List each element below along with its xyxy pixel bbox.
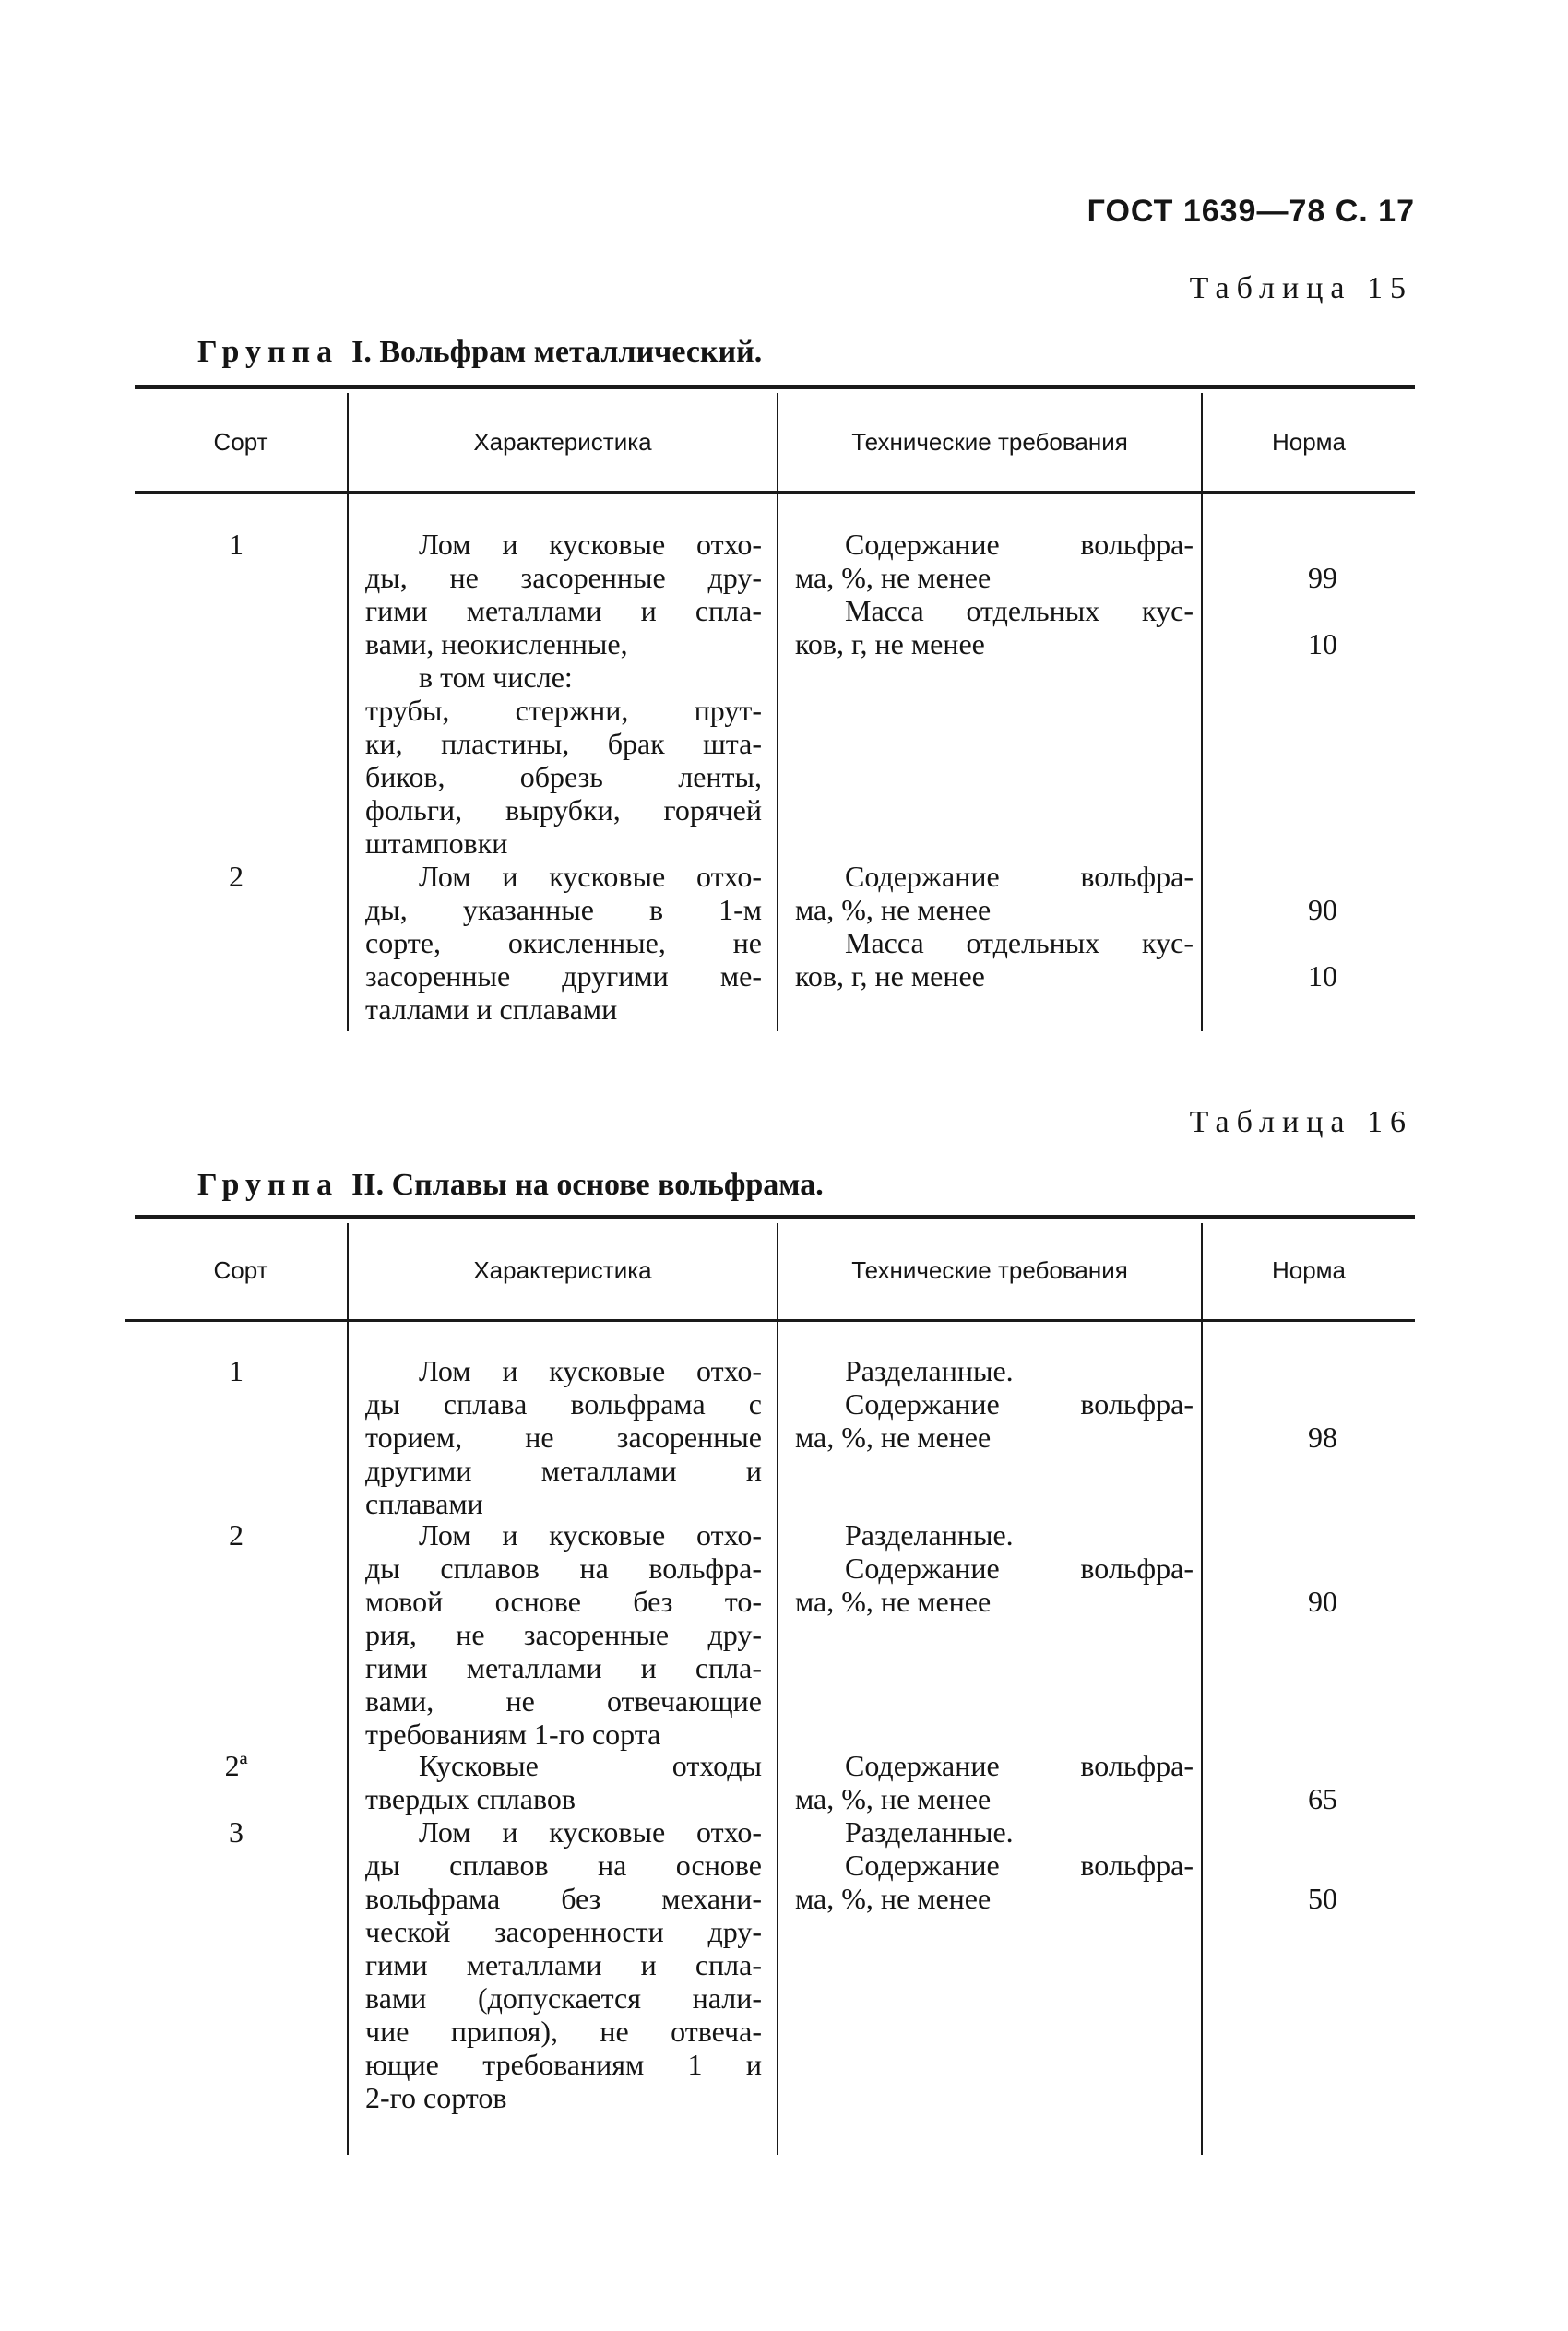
text-line: Разделанные. (845, 1815, 1014, 1849)
text-line: сплавами (365, 1487, 483, 1520)
text-line: Содержание вольфра- (845, 1387, 1194, 1421)
text-line: ков, г, не менее (795, 959, 985, 993)
column-divider (1201, 1223, 1203, 2155)
column-header-requirements: Технические требования (851, 428, 1128, 456)
text-line: ческой засоренности дру- (365, 1915, 762, 1948)
column-header-norm: Норма (1271, 1256, 1347, 1284)
text-line: ды, не засоренные дру- (365, 561, 762, 594)
sort-value: 3 (229, 1815, 244, 1849)
sort-value: 2ª (224, 1749, 248, 1782)
text-line: 2-го сортов (365, 2081, 507, 2114)
text-line: ки, пластины, брак шта- (365, 727, 762, 760)
column-header-characteristic: Характеристика (473, 1256, 652, 1284)
norm-value: 99 (1308, 561, 1337, 594)
text-line: торием, не засоренные (365, 1421, 762, 1454)
text-line: ма, %, не менее (795, 561, 992, 594)
sort-value: 1 (229, 1354, 244, 1387)
group-title: II. Сплавы на основе вольфрама. (351, 1168, 824, 1202)
text-line: Содержание вольфра- (845, 1552, 1194, 1585)
norm-value: 90 (1308, 893, 1337, 926)
text-line: Кусковые отходы (419, 1749, 762, 1782)
text-line: твердых сплавов (365, 1782, 576, 1815)
text-line: Содержание вольфра- (845, 860, 1194, 893)
text-line: ма, %, не менее (795, 1421, 992, 1454)
table-15-group-heading (197, 335, 762, 370)
text-line: ма, %, не менее (795, 893, 992, 926)
text-line: Лом и кусковые отхо- (419, 860, 762, 893)
column-divider (777, 393, 778, 1031)
text-line: гими металлами и спла- (365, 594, 762, 627)
text-line: чие припоя), не отвеча- (365, 2015, 762, 2048)
text-line: ма, %, не менее (795, 1882, 992, 1915)
requirements-text (795, 1518, 1194, 1618)
norm-value: 10 (1308, 627, 1337, 660)
column-divider (1201, 393, 1203, 1031)
text-line: засоренные другими ме- (365, 959, 762, 993)
table-16-group-heading (197, 1168, 824, 1203)
characteristic-text (365, 528, 762, 860)
text-line: Содержание вольфра- (845, 1749, 1194, 1782)
characteristic-text (365, 1518, 762, 1751)
page-header: ГОСТ 1639—78 С. 17 (1087, 194, 1415, 229)
text-line: Лом и кусковые отхо- (419, 1354, 762, 1387)
text-line: в том числе: (419, 660, 573, 694)
text-line: вольфрама без механи- (365, 1882, 762, 1915)
column-divider (777, 1223, 778, 2155)
sort-value: 2 (229, 1518, 244, 1552)
text-line: трубы, стержни, прут- (365, 694, 762, 727)
column-header-norm: Норма (1271, 428, 1347, 456)
table-top-rule (135, 1215, 1415, 1219)
text-line: Масса отдельных кус- (845, 926, 1194, 959)
text-line: штамповки (365, 827, 508, 860)
table-16-label: Таблица 16 (1189, 1105, 1413, 1139)
text-line: Лом и кусковые отхо- (419, 1815, 762, 1849)
text-line: гими металлами и спла- (365, 1948, 762, 1981)
column-header-characteristic: Характеристика (473, 428, 652, 456)
table-header-rule (135, 491, 1415, 494)
text-line: Содержание вольфра- (845, 1849, 1194, 1882)
text-line: рия, не засоренные дру- (365, 1618, 762, 1651)
text-line: ды сплавов на основе (365, 1849, 762, 1882)
characteristic-text (365, 1354, 762, 1520)
column-header-sort: Сорт (213, 428, 268, 456)
column-header-sort: Сорт (213, 1256, 268, 1284)
norm-value: 50 (1308, 1882, 1337, 1915)
characteristic-text (365, 1749, 762, 1815)
table-15-label: Таблица 15 (1189, 271, 1413, 305)
text-line: таллами и сплавами (365, 993, 618, 1026)
text-line: ма, %, не менее (795, 1585, 992, 1618)
text-line: требованиям 1-го сорта (365, 1718, 661, 1751)
text-line: Лом и кусковые отхо- (419, 1518, 762, 1552)
text-line: вами, неокисленные, (365, 627, 628, 660)
requirements-text (795, 1354, 1194, 1454)
text-line: гими металлами и спла- (365, 1651, 762, 1684)
group-title: I. Вольфрам металлический. (351, 335, 763, 369)
text-line: Разделанные. (845, 1354, 1014, 1387)
column-header-requirements: Технические требования (851, 1256, 1128, 1284)
text-line: другими металлами и (365, 1454, 762, 1487)
text-line: фольги, вырубки, горячей (365, 793, 762, 827)
text-line: ющие требованиям 1 и (365, 2048, 762, 2081)
text-line: ков, г, не менее (795, 627, 985, 660)
text-line: Масса отдельных кус- (845, 594, 1194, 627)
text-line: Лом и кусковые отхо- (419, 528, 762, 561)
sort-value: 2 (229, 860, 244, 893)
requirements-text (795, 528, 1194, 660)
characteristic-text (365, 860, 762, 1026)
text-line: биков, обрезь ленты, (365, 760, 762, 793)
requirements-text (795, 1749, 1194, 1815)
group-prefix: Группа (197, 335, 339, 369)
text-line: ды сплава вольфрама с (365, 1387, 762, 1421)
requirements-text (795, 1815, 1194, 1915)
text-line: ды, указанные в 1-м (365, 893, 762, 926)
norm-value: 10 (1308, 959, 1337, 993)
norm-value: 90 (1308, 1585, 1337, 1618)
norm-value: 65 (1308, 1782, 1337, 1815)
norm-value: 98 (1308, 1421, 1337, 1454)
text-line: ды сплавов на вольфра- (365, 1552, 762, 1585)
text-line: Разделанные. (845, 1518, 1014, 1552)
characteristic-text (365, 1815, 762, 2114)
text-line: Содержание вольфра- (845, 528, 1194, 561)
group-prefix: Группа (197, 1168, 339, 1202)
column-divider (347, 1223, 349, 2155)
text-line: мовой основе без то- (365, 1585, 762, 1618)
requirements-text (795, 860, 1194, 993)
table-header-rule (125, 1319, 1415, 1322)
text-line: вами (допускается нали- (365, 1981, 762, 2015)
text-line: вами, не отвечающие (365, 1684, 762, 1718)
text-line: ма, %, не менее (795, 1782, 992, 1815)
table-top-rule (135, 385, 1415, 389)
sort-value: 1 (229, 528, 244, 561)
text-line: сорте, окисленные, не (365, 926, 762, 959)
column-divider (347, 393, 349, 1031)
